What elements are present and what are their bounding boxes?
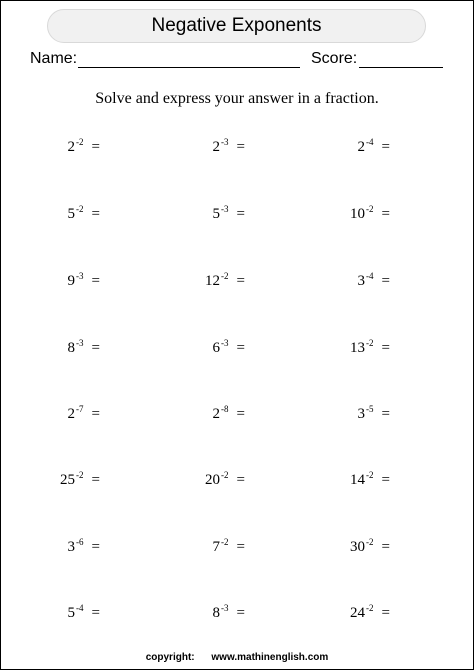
equals-sign: =: [91, 472, 100, 488]
problem-base: 10: [350, 206, 366, 222]
problem-exponent: -3: [221, 603, 229, 613]
score-line[interactable]: [359, 67, 443, 68]
problem-exponent: -5: [366, 404, 374, 414]
equals-sign: =: [91, 605, 100, 621]
problem-base: 5: [67, 605, 76, 621]
problem-base: 2: [67, 139, 76, 155]
problem-exponent: -4: [366, 137, 374, 147]
problem-item: [300, 603, 390, 622]
problem-item: [155, 137, 245, 156]
problem-exponent: -2: [366, 537, 374, 547]
equals-sign: =: [236, 406, 245, 422]
equals-sign: =: [381, 605, 390, 621]
problem-item: [10, 338, 100, 357]
equals-sign: =: [236, 539, 245, 555]
problem-exponent: -4: [76, 603, 84, 613]
footer: [0, 652, 474, 663]
problem-exponent: -8: [221, 404, 229, 414]
problem-item: [155, 338, 245, 357]
score-label: Score:: [311, 50, 358, 67]
problem-item: [10, 470, 100, 489]
equals-sign: =: [236, 472, 245, 488]
problem-exponent: -2: [221, 271, 229, 281]
equals-sign: =: [91, 206, 100, 222]
problem-item: [10, 271, 100, 290]
problem-item: [155, 204, 245, 223]
footer-copyright: copyright:: [145, 652, 195, 663]
equals-sign: =: [381, 139, 390, 155]
problem-base: 14: [350, 472, 366, 488]
equals-sign: =: [91, 340, 100, 356]
problem-exponent: -2: [366, 470, 374, 480]
problem-base: 13: [350, 340, 366, 356]
equals-sign: =: [236, 273, 245, 289]
equals-sign: =: [236, 206, 245, 222]
problem-base: 5: [67, 206, 76, 222]
equals-sign: =: [381, 406, 390, 422]
problem-base: 9: [67, 273, 76, 289]
problem-exponent: -3: [76, 338, 84, 348]
problem-exponent: -4: [366, 271, 374, 281]
problem-exponent: -7: [76, 404, 84, 414]
problem-exponent: -3: [221, 338, 229, 348]
problem-item: [300, 470, 390, 489]
problem-item: [300, 137, 390, 156]
problem-item: [155, 537, 245, 556]
problem-item: [155, 470, 245, 489]
equals-sign: =: [381, 472, 390, 488]
problem-exponent: -3: [221, 204, 229, 214]
equals-sign: =: [236, 605, 245, 621]
problem-item: [300, 404, 390, 423]
equals-sign: =: [381, 206, 390, 222]
footer-url: www.mathinenglish.com: [211, 652, 329, 663]
equals-sign: =: [91, 273, 100, 289]
problem-base: 24: [350, 605, 366, 621]
problem-base: 5: [212, 206, 221, 222]
problem-exponent: -3: [76, 271, 84, 281]
instruction-text: Solve and express your answer in a fraction.: [95, 90, 379, 107]
problem-exponent: -2: [221, 470, 229, 480]
problem-item: [10, 204, 100, 223]
equals-sign: =: [236, 139, 245, 155]
name-line[interactable]: [78, 67, 300, 68]
problem-exponent: -2: [366, 204, 374, 214]
problem-item: [155, 271, 245, 290]
page-title: Negative Exponents: [151, 15, 322, 36]
problem-exponent: -2: [76, 137, 84, 147]
problem-item: [155, 404, 245, 423]
problem-exponent: -6: [76, 537, 84, 547]
problem-item: [10, 537, 100, 556]
equals-sign: =: [236, 340, 245, 356]
problem-exponent: -2: [221, 537, 229, 547]
problem-exponent: -2: [366, 338, 374, 348]
problem-base: 2: [67, 406, 76, 422]
problem-exponent: -2: [366, 603, 374, 613]
equals-sign: =: [91, 539, 100, 555]
problem-base: 20: [205, 472, 221, 488]
problem-base: 2: [212, 406, 221, 422]
problem-item: [155, 603, 245, 622]
equals-sign: =: [381, 273, 390, 289]
name-label: Name:: [30, 50, 78, 67]
problem-base: 7: [212, 539, 221, 555]
problem-base: 2: [357, 139, 366, 155]
equals-sign: =: [91, 406, 100, 422]
problem-base: 3: [67, 539, 76, 555]
problem-exponent: -3: [221, 137, 229, 147]
equals-sign: =: [381, 340, 390, 356]
problem-item: [300, 271, 390, 290]
problem-item: [10, 137, 100, 156]
title-banner: [47, 9, 426, 43]
problem-item: [300, 537, 390, 556]
problem-base: 3: [357, 273, 366, 289]
problem-item: [10, 404, 100, 423]
equals-sign: =: [91, 139, 100, 155]
problem-exponent: -2: [76, 204, 84, 214]
problem-base: 8: [212, 605, 221, 621]
equals-sign: =: [381, 539, 390, 555]
problem-base: 8: [67, 340, 76, 356]
problem-base: 25: [60, 472, 76, 488]
problem-base: 12: [205, 273, 221, 289]
problem-exponent: -2: [76, 470, 84, 480]
problem-base: 2: [212, 139, 221, 155]
problem-base: 30: [350, 539, 366, 555]
problem-item: [300, 338, 390, 357]
problem-base: 6: [212, 340, 221, 356]
problem-item: [10, 603, 100, 622]
problem-item: [300, 204, 390, 223]
problem-base: 3: [357, 406, 366, 422]
